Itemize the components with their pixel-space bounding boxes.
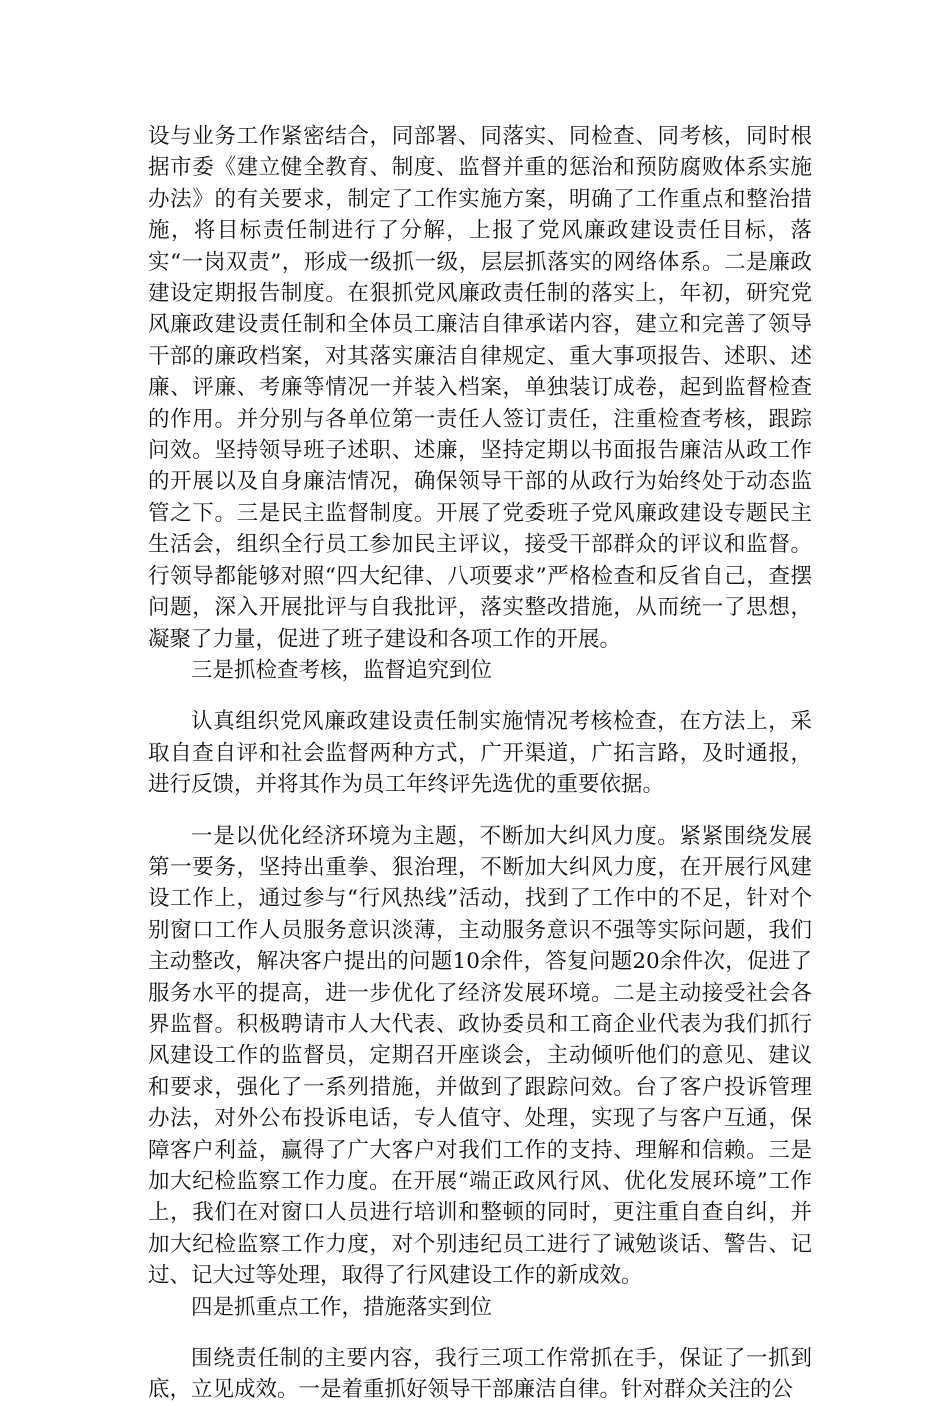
- paragraph-economic-environment: 一是以优化经济环境为主题，不断加大纠风力度。紧紧围绕发展第一要务，坚持出重拳、狠治理，不断加大纠风力度，在开展行风建设工作上，通过参与“行风热线”活动，找到了工作中的不足，针对个别窗口工作人员服务意识淡薄，主动服务意识不强等实际问题，我们主动整改，解决客户提出的问题10余件，答复问题20余件次，促进了服务水平的提高，进一步优化了经济发展环境。二是主动接受社会各界监督。积极聘请市人大代表、政协委员和工商企业代表为我们抓行风建设工作的监督员，定期召开座谈会，主动倾听他们的意见、建议和要求，强化了一系列措施，并做到了跟踪问效。台了客户投诉管理办法，对外公布投诉电话，专人值守、处理，实现了与客户互通，保障客户利益，赢得了广大客户对我们工作的支持、理解和信赖。三是加大纪检监察工作力度。在开展“端正政风行风、优化发展环境”工作上，我们在对窗口人员进行培训和整顿的同时，更注重自查自纠，并加大纪检监察工作力度，对个别违纪员工进行了诫勉谈话、警告、记过、记大过等处理，取得了行风建设工作的新成效。: [148, 823, 812, 1289]
- paragraph-responsibility-content: 围绕责任制的主要内容，我行三项工作常抓在手，保证了一抓到底，立见成效。一是着重抓好领导干部廉洁自律。针对群众关注的公: [148, 1346, 812, 1403]
- section-heading-inspection: 三是抓检查考核，监督追究到位: [191, 657, 493, 683]
- paragraph-continuation: 设与业务工作紧密结合，同部署、同落实、同检查、同考核，同时根据市委《建立健全教育、制度、监督并重的惩治和预防腐败体系实施办法》的有关要求，制定了工作实施方案，明确了工作重点和整治措施，将目标责任制进行了分解，上报了党风廉政建设责任目标，落实“一岗双责”，形成一级抓一级，层层抓落实的网络体系。二是廉政建设定期报告制度。在狠抓党风廉政责任制的落实上，年初，研究党风廉政建设责任制和全体员工廉洁自律承诺内容，建立和完善了领导干部的廉政档案，对其落实廉洁自律规定、重大事项报告、述职、述廉、评廉、考廉等情况一并装入档案，单独装订成卷，起到监督检查的作用。并分别与各单位第一责任人签订责任，注重检查考核，跟踪问效。坚持领导班子述职、述廉，坚持定期以书面报告廉洁从政工作的开展以及自身廉洁情况，确保领导干部的从政行为始终处于动态监管之下。三是民主监督制度。开展了党委班子党风廉政建设专题民主生活会，组织全行员工参加民主评议，接受干部群众的评议和监督。行领导都能够对照“四大纪律、八项要求”严格检查和反省自己，查摆问题，深入开展批评与自我批评，落实整改措施，从而统一了思想，凝聚了力量，促进了班子建设和各项工作的开展。: [148, 124, 812, 652]
- section-heading-key-work: 四是抓重点工作，措施落实到位: [191, 1294, 493, 1320]
- document-page: [148, 121, 812, 1406]
- paragraph-inspection-method: 认真组织党风廉政建设责任制实施情况考核检查，在方法上，采取自查自评和社会监督两种方式，广开渠道，广拓言路，及时通报，进行反馈，并将其作为员工年终评先选优的重要依据。: [148, 709, 812, 798]
